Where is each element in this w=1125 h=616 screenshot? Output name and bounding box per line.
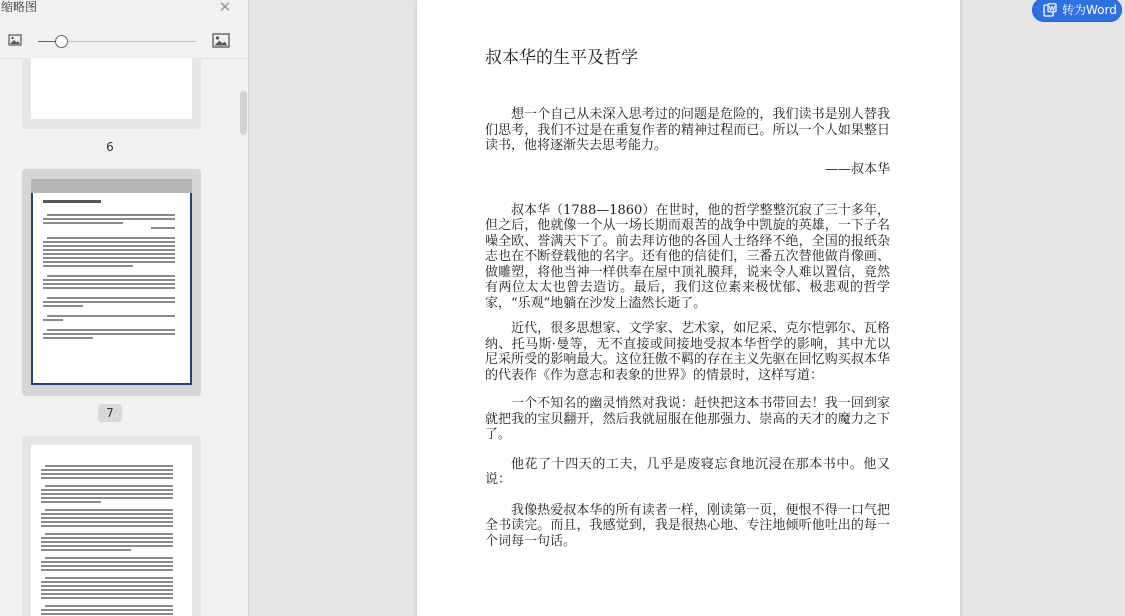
small-image-icon[interactable] [8, 34, 22, 46]
close-icon[interactable]: ✕ [218, 0, 232, 16]
epigraph-attribution: ——叔本华 [824, 161, 890, 177]
large-image-icon[interactable] [212, 33, 230, 48]
thumbnail-header-strip [31, 179, 192, 193]
convert-to-word-button[interactable] [1032, 0, 1122, 22]
body-paragraph: 一个不知名的幽灵悄然对我说：赶快把这本书带回去！我一回到家就把我的宝贝翻开，然后我就屈服在他那强力、崇高的天才的魔力之下了。 [485, 396, 890, 442]
zoom-slider-handle[interactable] [55, 35, 68, 48]
epigraph-quote: 想一个自己从未深入思考过的问题是危险的，我们读书是别人替我们思考，我们不过是在重复作者的精神过程而已。所以一个人如果整日读书，他将逐渐失去思考能力。 [485, 107, 890, 153]
page-number-label: 7 [98, 404, 122, 422]
thumbnail-panel [0, 0, 249, 616]
page-number-label: 6 [106, 140, 114, 154]
page-thumbnail-6[interactable] [22, 58, 201, 129]
body-paragraph: 叔本华（1788—1860）在世时，他的哲学整整沉寂了三十多年，但之后，他就像一个从一场长期而艰苦的战争中凯旋的英雄，一下子名噪全欧、誉满天下了。前去拜访他的各国人士络绎不绝，全国的报纸杂志也在不断登载他的名字。还有他的信徒们，三番五次替他做肖像画、做雕塑，将他当神一样供奉在屋中顶礼膜拜，说来令人难以置信，竟然有两位太太也曾去造访。最后，我们这位素来极忧郁、极悲观的哲学家，“乐观”地躺在沙发上溘然长逝了。 [485, 202, 890, 311]
page-thumbnail-image [31, 445, 192, 616]
page-thumbnail-image [31, 179, 192, 385]
body-paragraph: 我像热爱叔本华的所有读者一样，刚读第一页，便恨不得一口气把全书读完。而且，我感觉到，我是很热心地、专注地倾听他吐出的每一个词每一句话。 [485, 502, 890, 549]
body-paragraph: 他花了十四天的工夫，几乎是废寝忘食地沉浸在那本书中。他又说： [485, 456, 890, 487]
thumbnail-panel-title: 缩略图 [1, 0, 38, 14]
page-thumbnail-image [31, 58, 192, 119]
thumbnail-scrollbar[interactable] [240, 91, 247, 135]
word-convert-icon [1043, 3, 1057, 17]
page-thumbnail-7[interactable] [22, 169, 201, 396]
svg-text:W: W [1048, 5, 1056, 13]
page-thumbnail-8[interactable] [22, 436, 201, 616]
thumbnail-zoom-control [0, 31, 249, 53]
document-page [417, 0, 960, 616]
convert-to-word-label: 转为Word [1062, 3, 1117, 17]
body-paragraph: 近代，很多思想家、文学家、艺术家，如尼采、克尔恺郭尔、瓦格纳、托马斯·曼等，无不直接或间接地受叔本华哲学的影响，其中尤以尼采所受的影响最大。这位狂傲不羁的存在主义先驱在回忆购买叔本华的代表作《作为意志和表象的世界》的情景时，这样写道： [485, 321, 890, 383]
chapter-title: 叔本华的生平及哲学 [485, 48, 638, 68]
document-content [485, 47, 890, 549]
